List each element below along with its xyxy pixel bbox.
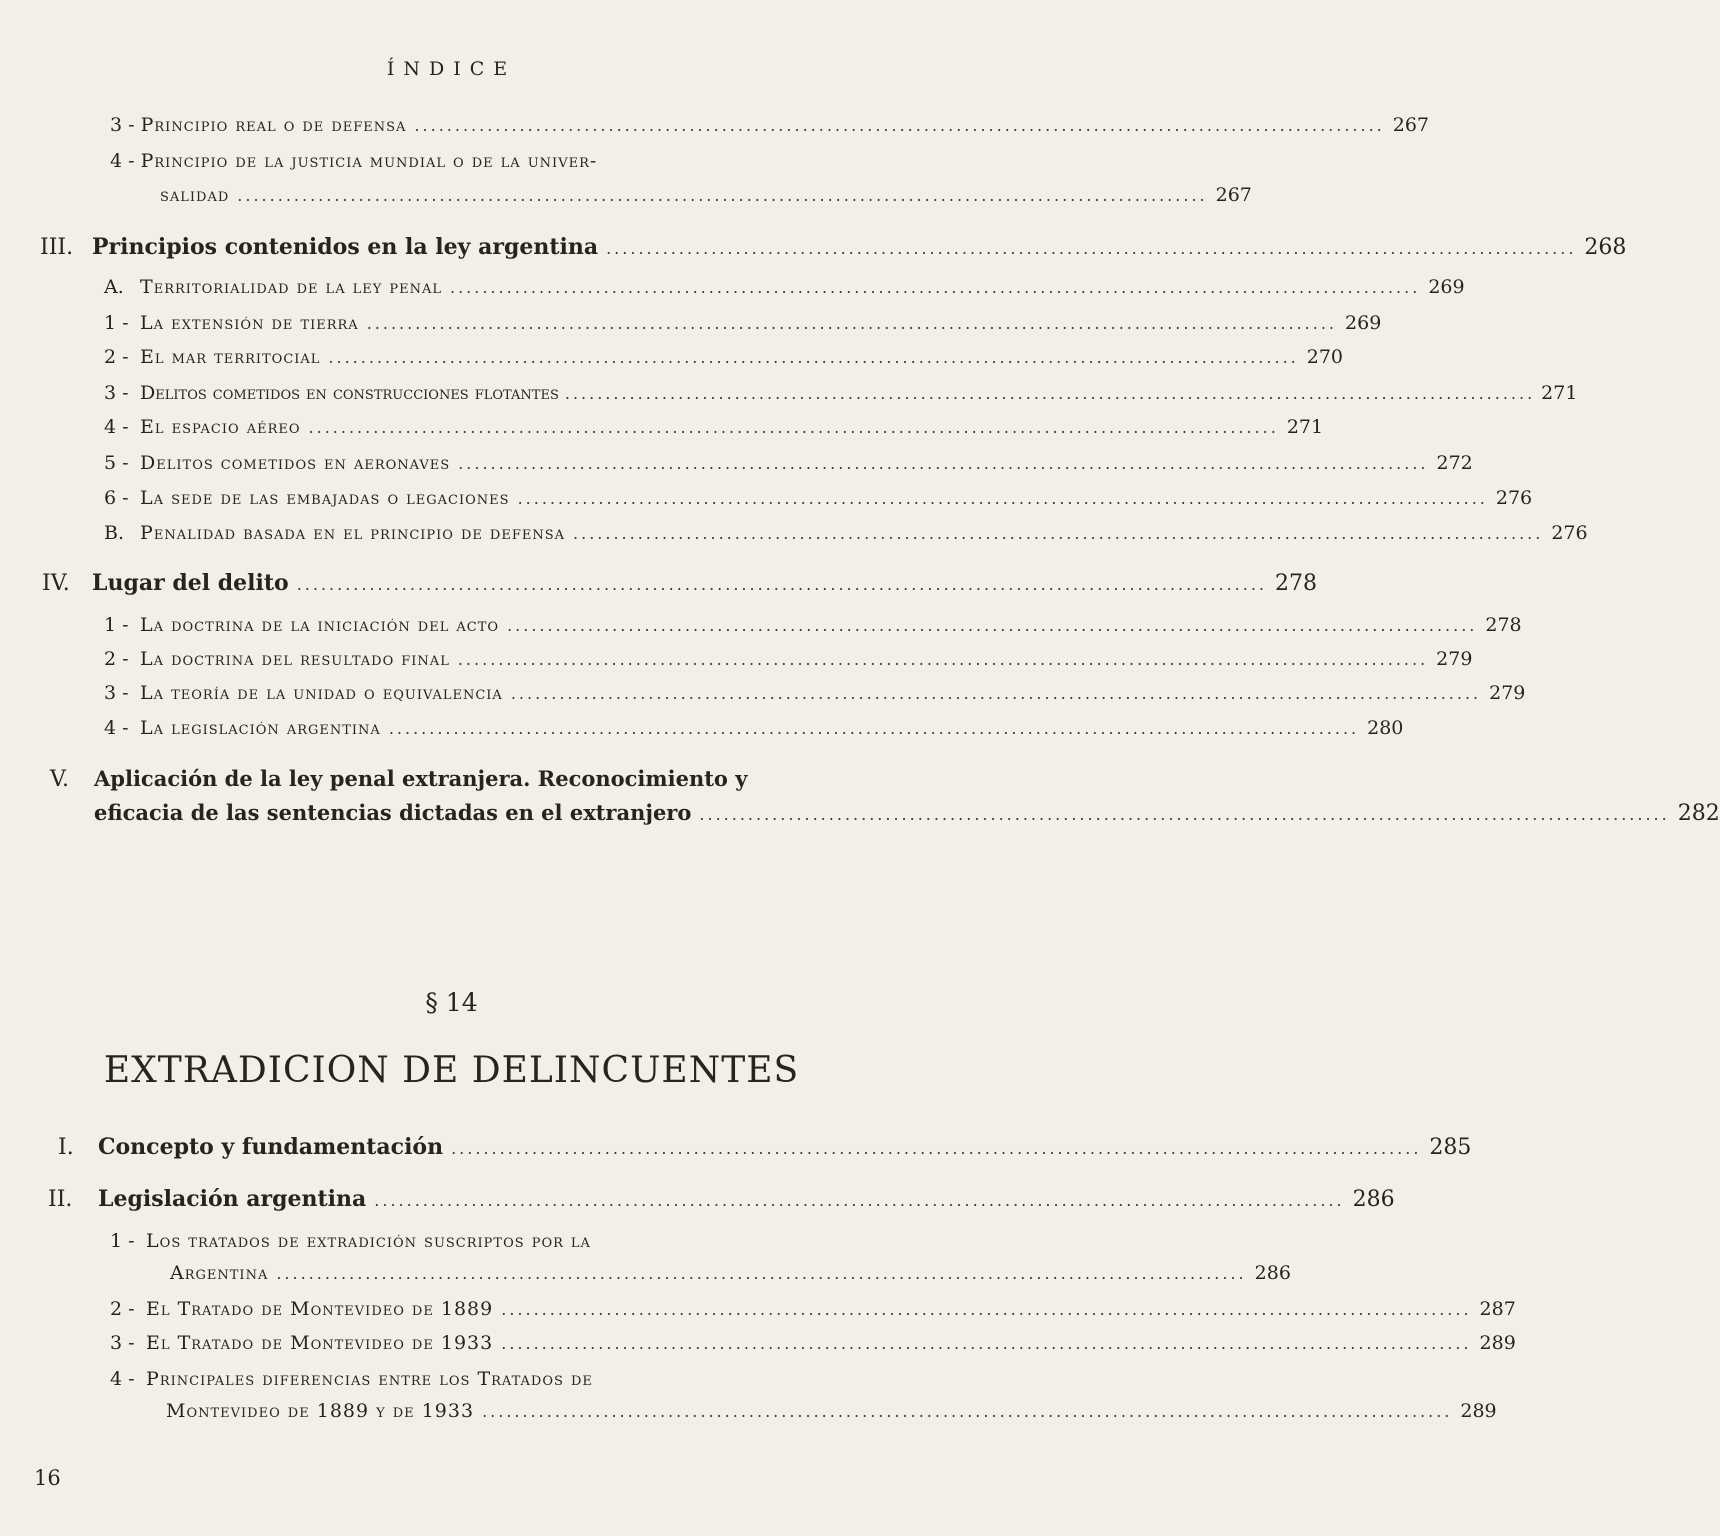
entry-number: 3 - [110, 114, 135, 136]
entry-page: 267 [1215, 184, 1252, 206]
toc-entry: 1 - La doctrina de la iniciación del acto ........................................................................................................................ 278 [104, 614, 1522, 636]
dot-leader: ........................................................................................................................ [606, 239, 1577, 258]
dot-leader: ........................................................................................................................ [328, 348, 1299, 367]
dot-leader: ........................................................................................................................ [564, 384, 1536, 403]
toc-entry: 4 - El espacio aéreo ........................................................................................................................ 271 [104, 416, 1324, 438]
toc-entry: 2 - El mar territocial ........................................................................................................................ 270 [104, 346, 1343, 368]
page-number: 16 [34, 1466, 61, 1490]
toc-entry-continuation: Montevideo de 1889 y de 1933 ........................................................................................................................ 289 [166, 1400, 1497, 1422]
toc-section [50, 766, 863, 792]
toc-entry: 3 - Delitos cometidos en construcciones flotantes ........................................................................................................................ 271 [104, 382, 1578, 404]
section-title: Aplicación de la ley penal extranjera. Reconocimiento y [94, 766, 748, 791]
toc-entry [110, 114, 1430, 136]
dot-leader: ........................................................................................................................ [414, 116, 1385, 135]
dot-leader: ........................................................................................................................ [366, 314, 1338, 333]
toc-section [42, 570, 1317, 596]
section-title-cont: eficacia de las sentencias dictadas en el extranjero [94, 800, 692, 825]
chapter-title: EXTRADICION DE DELINCUENTES [103, 1050, 800, 1091]
section-title: Lugar del delito [92, 570, 289, 596]
entry-page: 267 [1392, 114, 1430, 136]
running-header: ÍNDICE [386, 58, 517, 80]
toc-entry: 1 - La extensión de tierra ........................................................................................................................ 269 [104, 312, 1382, 334]
section-number: V. [50, 767, 70, 792]
dot-leader: ........................................................................................................................ [517, 489, 1488, 508]
dot-leader: ........................................................................................................................ [457, 650, 1429, 669]
toc-entry: 3 - La teoría de la unidad o equivalencia ........................................................................................................................ 279 [104, 682, 1526, 704]
dot-leader: ........................................................................................................................ [388, 719, 1360, 738]
dot-leader: ........................................................................................................................ [296, 575, 1267, 594]
dot-leader: ........................................................................................................................ [482, 1402, 1453, 1421]
dot-leader: ........................................................................................................................ [450, 278, 1421, 297]
entry-title: Principio de la justicia mundial o de la univer- [140, 150, 598, 172]
toc-entry: 4 - Principales diferencias entre los Tratados de [110, 1368, 593, 1390]
entry-title: Principio real o de defensa [140, 114, 407, 136]
toc-entry: 2 - La doctrina del resultado final ........................................................................................................................ 279 [104, 648, 1473, 670]
toc-entry: 6 - La sede de las embajadas o legaciones ........................................................................................................................ 276 [104, 487, 1533, 509]
dot-leader: ........................................................................................................................ [699, 805, 1670, 824]
toc-entry: 5 - Delitos cometidos en aeronaves ........................................................................................................................ 272 [104, 452, 1473, 474]
dot-leader: ........................................................................................................................ [308, 418, 1279, 437]
toc-section [40, 234, 1627, 260]
toc-entry: B. Penalidad basada en el principio de defensa ........................................................................................................................ 276 [104, 522, 1588, 544]
section-page: 282 [1677, 801, 1720, 826]
dot-leader: ........................................................................................................................ [451, 1139, 1422, 1158]
toc-entry: 4 - La legislación argentina ........................................................................................................................ 280 [104, 717, 1404, 739]
toc-section [58, 1134, 1472, 1160]
dot-leader: ........................................................................................................................ [501, 1300, 1472, 1319]
entry-number: 4 - [110, 150, 135, 172]
dot-leader: ........................................................................................................................ [237, 186, 1208, 205]
toc-entry-continuation: Argentina ........................................................................................................................ 286 [170, 1262, 1291, 1284]
section-page: 285 [1429, 1135, 1472, 1160]
section-page: 286 [1352, 1187, 1395, 1212]
toc-entry-continuation [160, 184, 1252, 206]
dot-leader: ........................................................................................................................ [510, 684, 1482, 703]
toc-section [48, 1186, 1395, 1212]
section-number: I. [58, 1135, 74, 1160]
toc-entry: 1 - Los tratados de extradición suscriptos por la [110, 1230, 591, 1252]
dot-leader: ........................................................................................................................ [374, 1191, 1345, 1210]
section-mark: § 14 [425, 988, 478, 1017]
toc-entry: A. Territorialidad de la ley penal ........................................................................................................................ 269 [104, 276, 1465, 298]
section-page: 268 [1584, 235, 1627, 260]
toc-entry: 3 - El Tratado de Montevideo de 1933 ........................................................................................................................ 289 [110, 1332, 1516, 1354]
section-page: 278 [1275, 571, 1317, 596]
dot-leader: ........................................................................................................................ [501, 1334, 1472, 1353]
dot-leader: ........................................................................................................................ [507, 616, 1478, 635]
dot-leader: ........................................................................................................................ [458, 454, 1429, 473]
toc-entry: 2 - El Tratado de Montevideo de 1889 ........................................................................................................................ 287 [110, 1298, 1516, 1320]
section-title: Principios contenidos en la ley argentina [92, 234, 599, 260]
dot-leader: ........................................................................................................................ [276, 1264, 1247, 1283]
section-number: IV. [42, 571, 70, 596]
section-title: Concepto y fundamentación [98, 1134, 444, 1160]
section-title: Legislación argentina [98, 1186, 367, 1212]
dot-leader: ........................................................................................................................ [573, 524, 1544, 543]
section-number: II. [48, 1187, 73, 1212]
section-number: III. [40, 235, 74, 260]
entry-title-cont: salidad [160, 184, 230, 206]
toc-section-continuation [94, 800, 1720, 826]
toc-entry [110, 150, 863, 172]
